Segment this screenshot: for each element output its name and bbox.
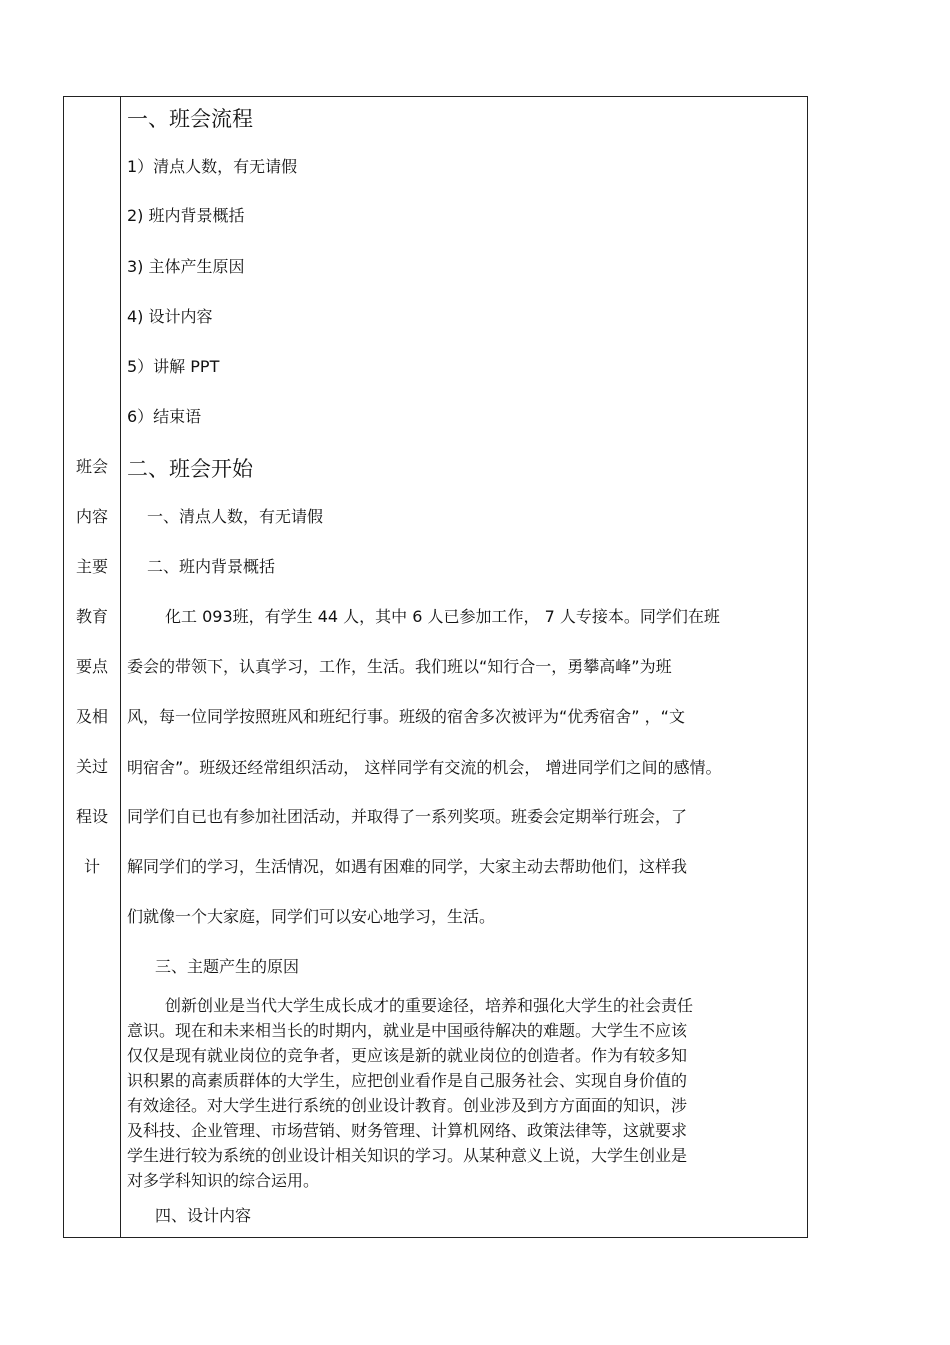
side-label-column [64, 97, 121, 1237]
side-label-line: 及相 [75, 707, 108, 726]
reason-line: 创新创业是当代大学生成长成才的重要途径，培养和强化大学生的社会责任 [165, 996, 694, 1015]
background-line: 们就像一个大家庭，同学们可以安心地学习，生活。 [127, 907, 496, 926]
side-label-line: 计 [83, 857, 100, 876]
background-line: 风，每一位同学按照班风和班纪行事。班级的宿舍多次被评为“优秀宿舍” ，“文 [127, 707, 685, 726]
process-item: 1）清点人数，有无请假 [127, 157, 298, 176]
side-label-line: 程设 [75, 807, 108, 826]
section-heading: 一、班会流程 [127, 107, 253, 131]
side-label-line: 内容 [75, 507, 108, 526]
process-item: 5）讲解 PPT [127, 357, 220, 376]
subsection-heading: 二、班内背景概括 [147, 557, 276, 576]
background-line: 明宿舍”。班级还经常组织活动， 这样同学有交流的机会， 增进同学们之间的感情。 [127, 758, 722, 777]
reason-line: 有效途径。对大学生进行系统的创业设计教育。创业涉及到方方面面的知识，涉 [127, 1096, 688, 1115]
reason-line: 及科技、企业管理、市场营销、财务管理、计算机网络、政策法律等，这就要求 [127, 1121, 688, 1140]
side-label-line: 教育 [75, 607, 108, 626]
background-line: 化工 093班，有学生 44 人，其中 6 人已参加工作， 7 人专接本。同学们在班 [165, 607, 720, 626]
side-label-line: 关过 [75, 757, 108, 776]
reason-line: 学生进行较为系统的创业设计相关知识的学习。从某种意义上说，大学生创业是 [127, 1146, 688, 1165]
background-line: 解同学们的学习，生活情况，如遇有困难的同学，大家主动去帮助他们，这样我 [127, 857, 688, 876]
process-item: 4) 设计内容 [127, 307, 213, 326]
reason-line: 意识。现在和未来相当长的时期内，就业是中国亟待解决的难题。大学生不应该 [127, 1021, 688, 1040]
background-line: 同学们自已也有参加社团活动，并取得了一系列奖项。班委会定期举行班会，了 [127, 807, 688, 826]
subsection-heading: 三、主题产生的原因 [155, 957, 300, 976]
subsection-heading: 一、清点人数，有无请假 [147, 507, 324, 526]
side-label-line: 要点 [75, 657, 108, 676]
subsection-heading: 四、设计内容 [155, 1206, 252, 1225]
background-line: 委会的带领下，认真学习，工作，生活。我们班以“知行合一，勇攀高峰”为班 [127, 657, 672, 676]
reason-line: 对多学科知识的综合运用。 [127, 1171, 320, 1190]
section-heading: 二、班会开始 [127, 457, 253, 481]
process-item: 3) 主体产生原因 [127, 257, 245, 276]
side-label-line: 主要 [75, 557, 108, 576]
reason-line: 仅仅是现有就业岗位的竞争者，更应该是新的就业岗位的创造者。作为有较多知 [127, 1046, 688, 1065]
side-label-line: 班会 [75, 457, 108, 476]
process-item: 2) 班内背景概括 [127, 206, 245, 225]
reason-line: 识积累的高素质群体的大学生，应把创业看作是自己服务社会、实现自身价值的 [127, 1071, 688, 1090]
process-item: 6）结束语 [127, 407, 202, 426]
reason-paragraph [127, 993, 757, 1193]
